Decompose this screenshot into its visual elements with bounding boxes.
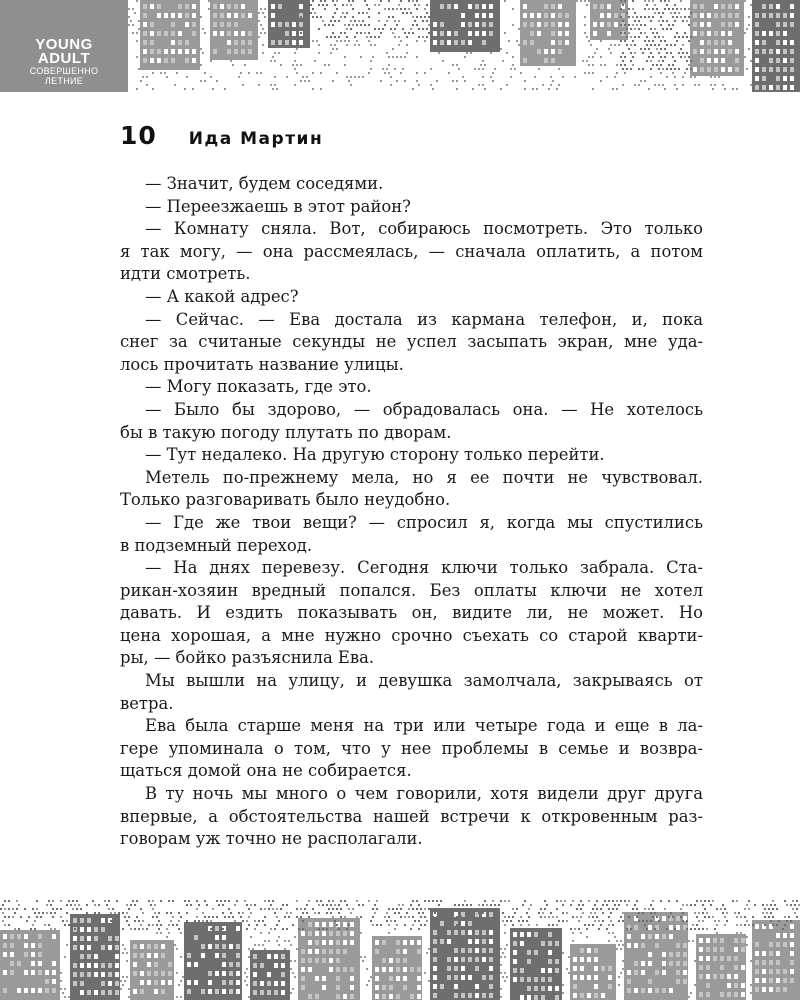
text-line: снег за считаные секунды не успел засыпать экран, мне уда- [120,332,703,352]
series-line-3: СОВЕРШЕННО [29,66,99,76]
text-line: — Комнату сняла. Вот, собираюсь посмотреть. Это только [145,219,703,239]
text-line: — Где же твои вещи? — спросил я, когда мы спустились [145,512,703,532]
series-line-2: ADULT [37,50,91,67]
text-line: — А какой адрес? [145,286,299,306]
bottom-banner [0,900,800,1000]
book-author-title: Ида Мартин [188,129,324,149]
text-line: я так могу, — она рассмеялась, — сначала оплатить, а потом [120,241,703,261]
text-line: — На днях перевезу. Сегодня ключи только забрала. Ста- [145,558,703,578]
text-line: идти смотреть. [120,264,251,284]
text-line: — Сейчас. — Ева достала из кармана телефон, и, пока [145,309,703,329]
text-line: — Могу показать, где это. [145,377,372,397]
series-line-1: YOUNG [35,36,93,53]
text-line: впервые, а обстоятельства нашей встречи к откровенным раз- [120,806,703,826]
text-line: — Тут недалеко. На другую сторону только перейти. [145,445,605,465]
text-line: говорам уж точно не располагали. [120,829,423,849]
text-line: гере упоминала о том, что у нее проблемы в семье и возвра- [120,738,703,758]
text-line: — Переезжаешь в этот район? [145,196,411,216]
page-number: 10 [120,121,157,150]
text-line: — Было бы здорово, — обрадовалась она. — Не хотелось [145,399,703,419]
running-head [120,121,323,155]
body-text [120,173,703,851]
text-line: щаться домой она не собирается. [120,761,412,781]
buildings-pattern-bottom [0,900,800,1000]
series-line-4: ЛЕТНИЕ [44,76,84,86]
text-line: давать. И ездить показывать он, видите ли, не может. Но [120,603,703,623]
text-line: в подземный переход. [120,535,313,555]
text-line: бы в такую погоду плутать по дворам. [120,422,452,442]
text-line: Метель по-прежнему мела, но я ее почти не чувствовал. [145,467,703,487]
text-line: лось прочитать название улицы. [120,354,404,374]
series-badge [0,0,128,92]
text-line: — Значит, будем соседями. [145,174,384,193]
text-line: В ту ночь мы много о чем говорили, хотя видели друг друга [145,784,703,804]
text-line: Ева была старше меня на три или четыре года и еще в ла- [145,716,703,736]
text-line: цена хорошая, а мне нужно срочно съехать со старой кварти- [120,625,703,645]
top-banner [0,0,800,92]
text-line: Только разговаривать было неудобно. [120,490,451,510]
text-line: ры, — бойко разъяснила Ева. [120,648,375,668]
text-line: рикан-хозяин вредный попался. Без оплаты ключи не хотел [120,580,703,600]
text-line: Мы вышли на улицу, и девушка замолчала, закрываясь от [145,671,703,691]
text-line: ветра. [120,693,174,713]
